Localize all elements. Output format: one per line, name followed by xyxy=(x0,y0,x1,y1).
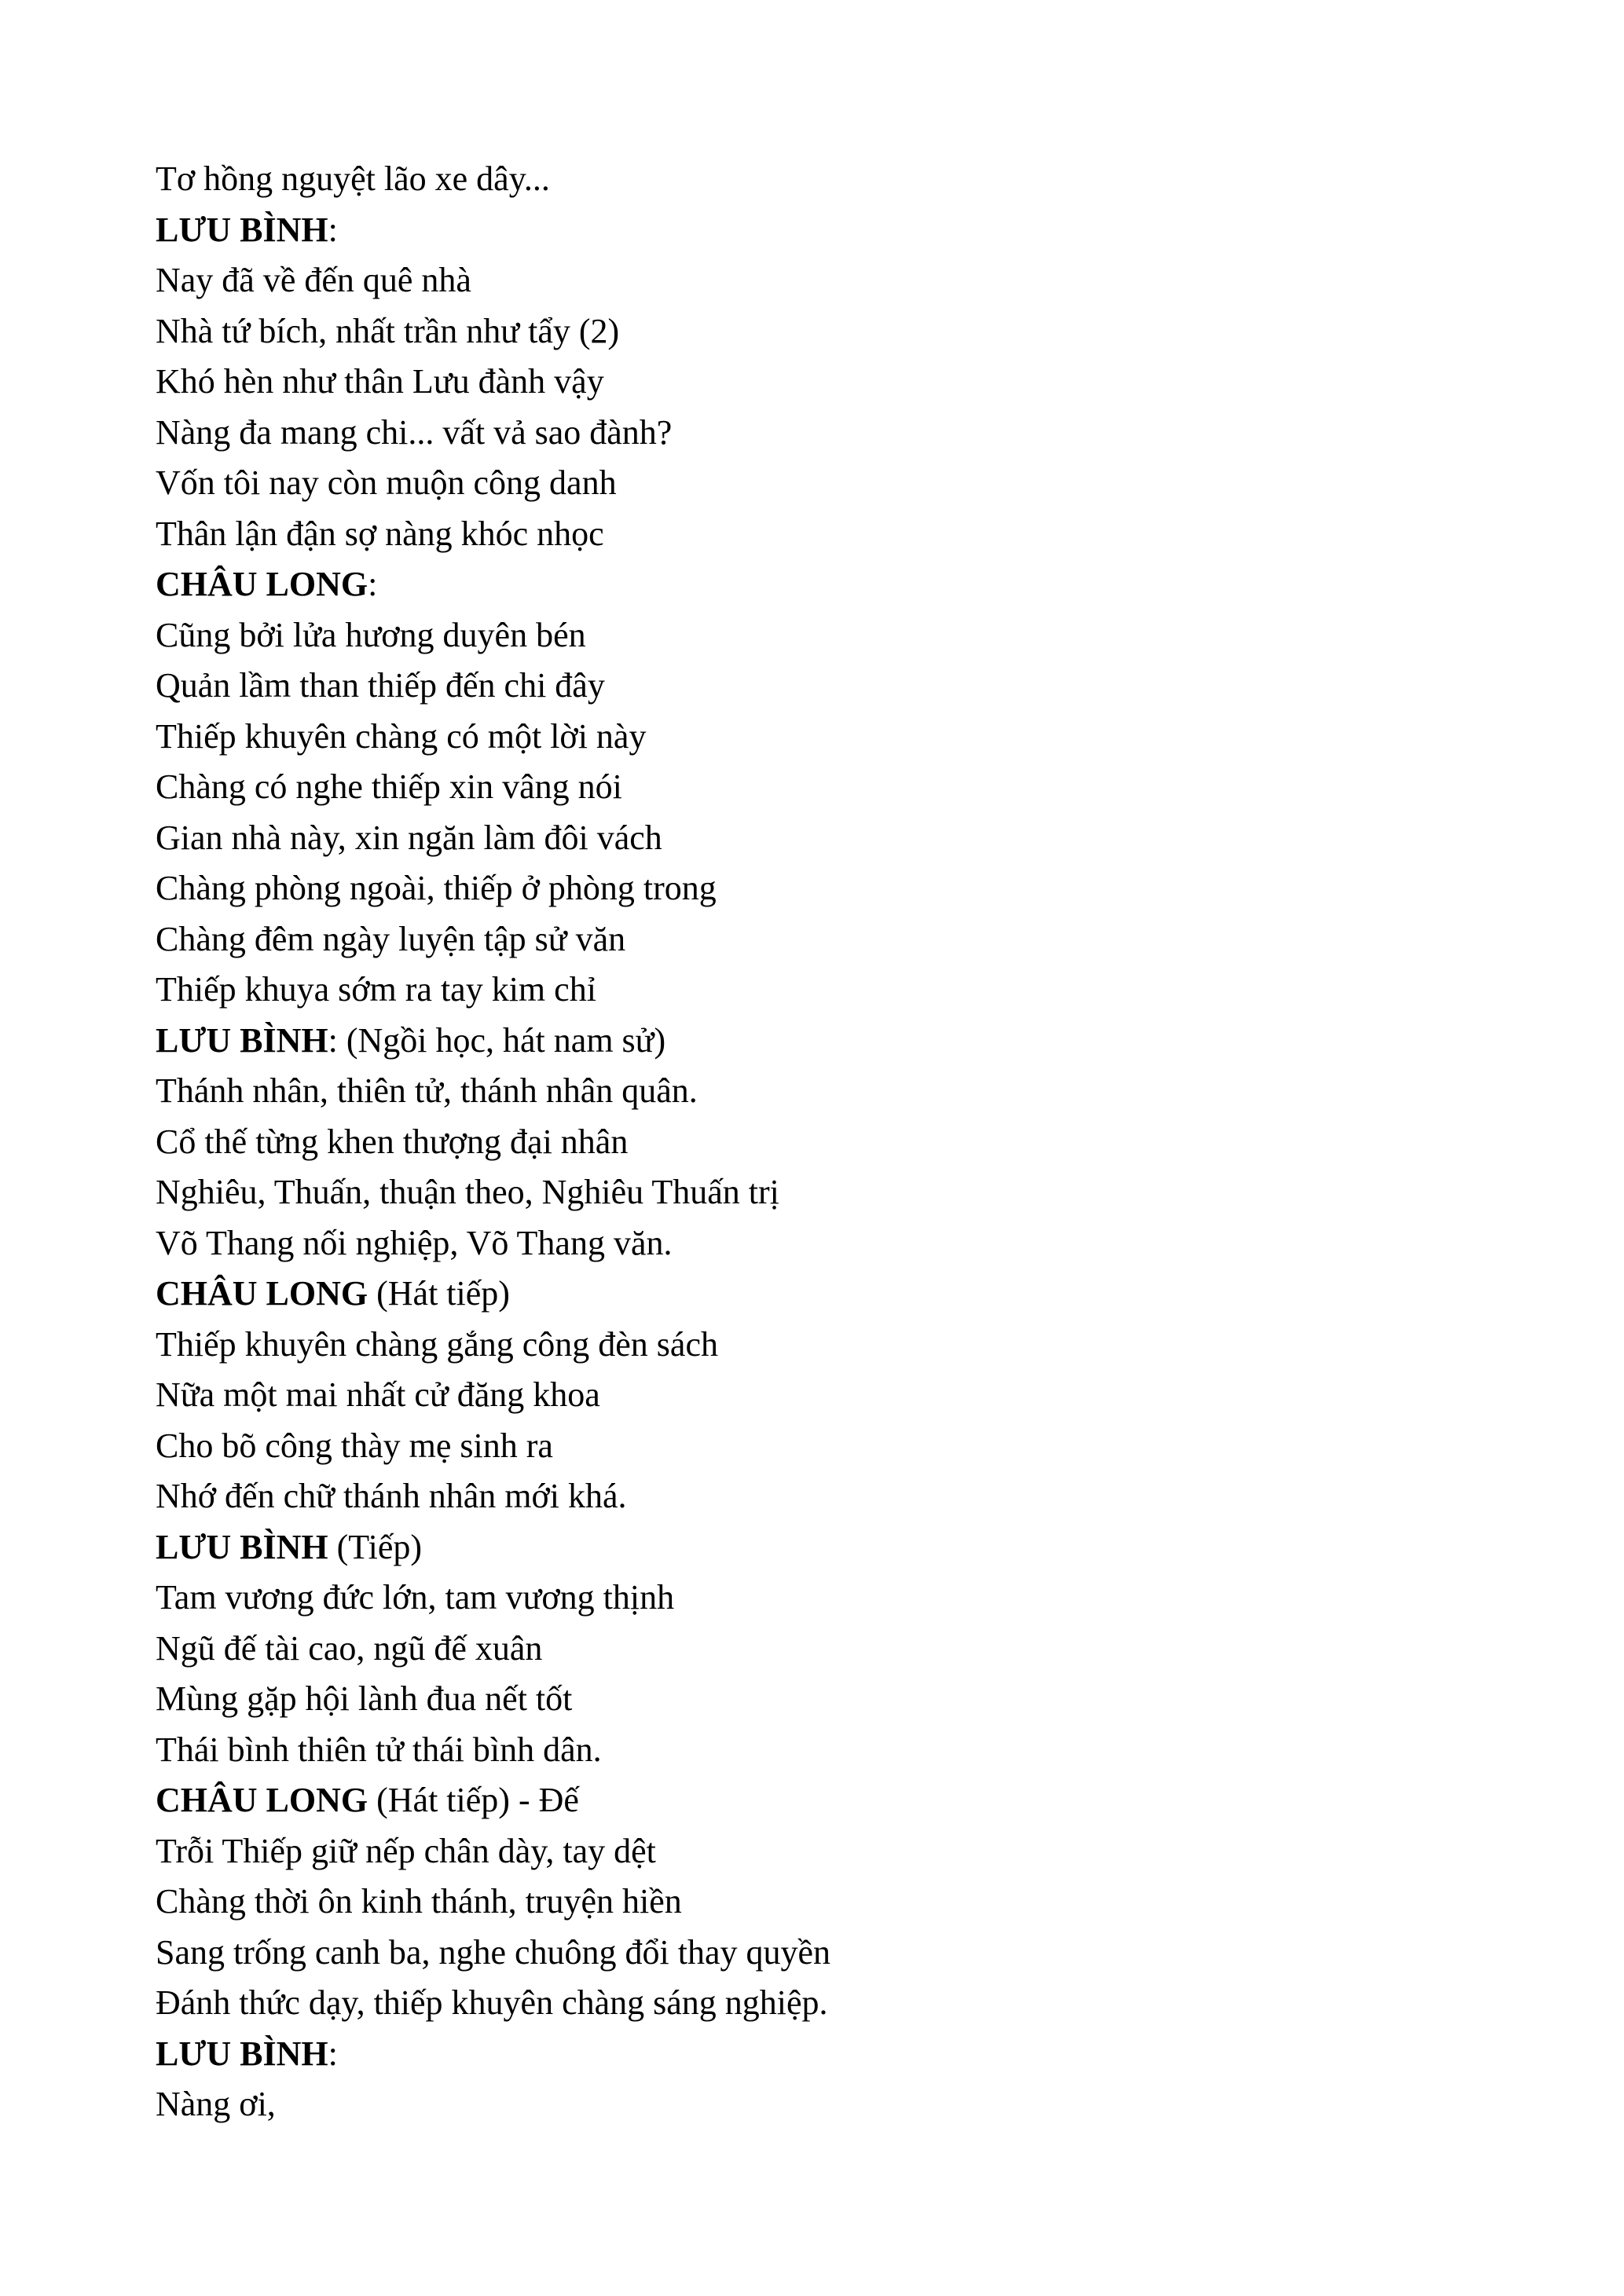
speaker-line xyxy=(156,1269,1491,1320)
verse-line: Quản lầm than thiếp đến chi đây xyxy=(156,666,605,705)
verse-line: Thiếp khuya sớm ra tay kim chỉ xyxy=(156,970,596,1009)
stage-direction: (Hát tiếp) - Đế xyxy=(368,1781,579,1819)
stage-direction: : xyxy=(328,2034,338,2073)
stage-direction: : xyxy=(328,210,338,249)
speaker-name: LƯU BÌNH xyxy=(156,1020,328,1060)
speaker-line xyxy=(156,1522,1491,1573)
verse-line: Đánh thức dạy, thiếp khuyên chàng sáng nghiệp. xyxy=(156,1983,828,2022)
stage-direction: : (Ngồi học, hát nam sử) xyxy=(328,1020,666,1060)
verse-line: Gian nhà này, xin ngăn làm đôi vách xyxy=(156,818,662,857)
verse-line: Thái bình thiên tử thái bình dân. xyxy=(156,1730,602,1769)
verse-line: Nghiêu, Thuấn, thuận theo, Nghiêu Thuấn trị xyxy=(156,1173,779,1211)
verse-line: Vốn tôi nay còn muộn công danh xyxy=(156,463,617,502)
stage-direction: (Tiếp) xyxy=(328,1527,423,1566)
verse-line: Chàng có nghe thiếp xin vâng nói xyxy=(156,767,622,806)
verse-line: Chàng thời ôn kinh thánh, truyện hiền xyxy=(156,1882,682,1921)
speaker-line xyxy=(156,205,1491,256)
verse-line: Mùng gặp hội lành đua nết tốt xyxy=(156,1679,573,1718)
verse-line: Cũng bởi lửa hương duyên bén xyxy=(156,615,586,654)
verse-line: Thiếp khuyên chàng có một lời này xyxy=(156,716,647,756)
verse-line: Nữa một mai nhất cử đăng khoa xyxy=(156,1375,600,1414)
verse-line: Chàng đêm ngày luyện tập sử văn xyxy=(156,919,626,958)
verse-line: Nàng đa mang chi... vất vả sao đành? xyxy=(156,412,673,452)
verse-line: Cổ thế từng khen thượng đại nhân xyxy=(156,1122,629,1161)
verse-line: Tam vương đức lớn, tam vương thịnh xyxy=(156,1578,675,1617)
verse-line: Ngũ đế tài cao, ngũ đế xuân xyxy=(156,1628,543,1668)
verse-line: Nay đã về đến quê nhà xyxy=(156,261,471,299)
verse-line: Tơ hồng nguyệt lão xe dây... xyxy=(156,159,550,198)
speaker-name: CHÂU LONG xyxy=(156,1781,368,1819)
verse-line: Thân lận đận sợ nàng khóc nhọc xyxy=(156,514,604,553)
stage-direction: (Hát tiếp) xyxy=(368,1274,510,1313)
speaker-line xyxy=(156,1775,1491,1826)
verse-line: Sang trống canh ba, nghe chuông đổi thay quyền xyxy=(156,1932,831,1972)
speaker-line xyxy=(156,559,1491,610)
speaker-line xyxy=(156,2029,1491,2080)
verse-line: Võ Thang nối nghiệp, Võ Thang văn. xyxy=(156,1223,673,1262)
speaker-name: LƯU BÌNH xyxy=(156,2034,328,2073)
verse-line: Cho bõ công thày mẹ sinh ra xyxy=(156,1426,553,1465)
speaker-name: CHÂU LONG xyxy=(156,565,368,603)
stage-direction: : xyxy=(368,565,378,603)
verse-line: Trỗi Thiếp giữ nếp chân dày, tay dệt xyxy=(156,1831,656,1870)
verse-line: Nhớ đến chữ thánh nhân mới khá. xyxy=(156,1477,627,1515)
verse-line: Thánh nhân, thiên tử, thánh nhân quân. xyxy=(156,1071,698,1110)
script-text xyxy=(156,154,1491,2130)
verse-line: Khó hèn như thân Lưu đành vậy xyxy=(156,362,604,401)
speaker-name: LƯU BÌNH xyxy=(156,1527,328,1566)
verse-line: Chàng phòng ngoài, thiếp ở phòng trong xyxy=(156,869,717,907)
verse-line: Nhà tứ bích, nhất trần như tẩy (2) xyxy=(156,311,620,350)
speaker-name: CHÂU LONG xyxy=(156,1274,368,1313)
speaker-line xyxy=(156,1016,1491,1067)
verse-line: Thiếp khuyên chàng gắng công đèn sách xyxy=(156,1324,718,1364)
verse-line: Nàng ơi, xyxy=(156,2085,276,2123)
speaker-name: LƯU BÌNH xyxy=(156,210,328,249)
